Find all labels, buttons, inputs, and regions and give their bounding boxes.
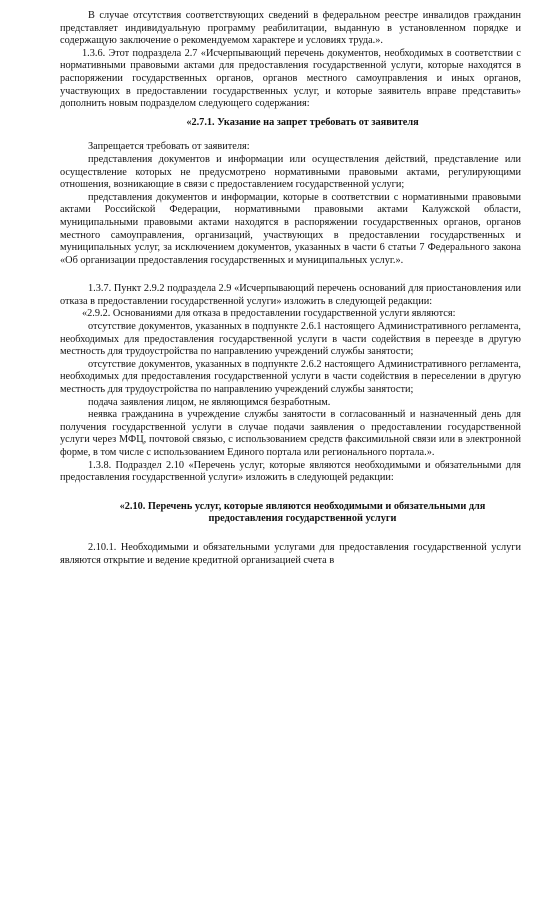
- paragraph-2-10-1: 2.10.1. Необходимыми и обязательными услугами для предоставления государственной услуги являются открытие и ведение кредитной организацией счета в: [60, 541, 521, 566]
- paragraph-1-3-7: 1.3.7. Пункт 2.9.2 подраздела 2.9 «Исчерпывающий перечень оснований для приостановления или отказа в предоставлении государственной услуги» изложить в следующей редакции:: [60, 283, 521, 307]
- paragraph-disabled-registry: В случае отсутствия соответствующих сведений в федеральном реестре инвалидов гражданин представляет индивидуальную программу реабилитации, выданную в установленном порядке и содержащую заключение о рекомендуемом характере и условиях труда.».: [60, 10, 521, 47]
- paragraph-prohibition-intro: Запрещается требовать от заявителя:: [88, 141, 250, 153]
- heading-2-7-1: «2.7.1. Указание на запрет требовать от заявителя: [186, 116, 419, 128]
- paragraph-prohibition-item-1: представления документов и информации или осуществления действий, представление или осуществление которых не предусмотрено нормативными правовыми актами, регулирующими отношения, возникающие в связи с предоставлением государственной услуги;: [60, 153, 521, 191]
- paragraph-prohibition-item-2: представления документов и информации, которые в соответствии с нормативными правовыми актами Российской Федерации, нормативными правовыми актами Калужской области, муниципальными правовыми актами находятся в распоряжении государственных органов, органов местного самоуправления, организаций, участвующих в предоставлении государственных и муниципальных услуг, за исключением документов, указанных в части 6 статьи 7 Федерального закона «Об организации предоставления государственных и муниципальных услуг.».: [60, 191, 521, 266]
- paragraph-refusal-item-4: неявка гражданина в учреждение службы занятости в согласованный и назначенный день для получения государственной услуги в случае подачи заявления о предоставлении государственной услуги через МФЦ, почтовой связью, с использованием средств факсимильной связи или в электронной форме, в том числе с использованием Единого портала или регионального портала.».: [60, 409, 521, 458]
- paragraph-refusal-item-2: отсутствие документов, указанных в подпункте 2.6.2 настоящего Административного регламента, необходимых для предоставления государственной услуги в части содействия в переселении в другую местность для трудоустройства по направлению учреждений службы занятости;: [60, 358, 521, 396]
- heading-2-10: «2.10. Перечень услуг, которые являются необходимыми и обязательными для предоставления государственной услуги: [119, 500, 486, 525]
- paragraph-2-9-2: «2.9.2. Основаниями для отказа в предоставлении государственной услуги являются:: [82, 308, 456, 320]
- paragraph-1-3-8: 1.3.8. Подраздел 2.10 «Перечень услуг, которые являются необходимыми и обязательными для предоставления государственной услуги» изложить в следующей редакции:: [60, 459, 521, 484]
- paragraph-refusal-item-1: отсутствие документов, указанных в подпункте 2.6.1 настоящего Административного регламента, необходимых для предоставления государственной услуги в части содействия в переезде в другую местность для трудоустройства по направлению учреждений службы занятости;: [60, 321, 521, 358]
- paragraph-refusal-item-3: подача заявления лицом, не являющимся безработным.: [88, 396, 331, 408]
- paragraph-1-3-6: 1.3.6. Этот подраздела 2.7 «Исчерпывающий перечень документов, необходимых в соответствии с нормативными правовыми актами для предоставления государственной услуги, которые находятся в распоряжении государственных органов, органов местного самоуправления и иных органов, участвующих в предоставлении государственных услуг, и которые заявитель вправе представить» дополнить новым подразделом следующего содержания:: [60, 47, 521, 110]
